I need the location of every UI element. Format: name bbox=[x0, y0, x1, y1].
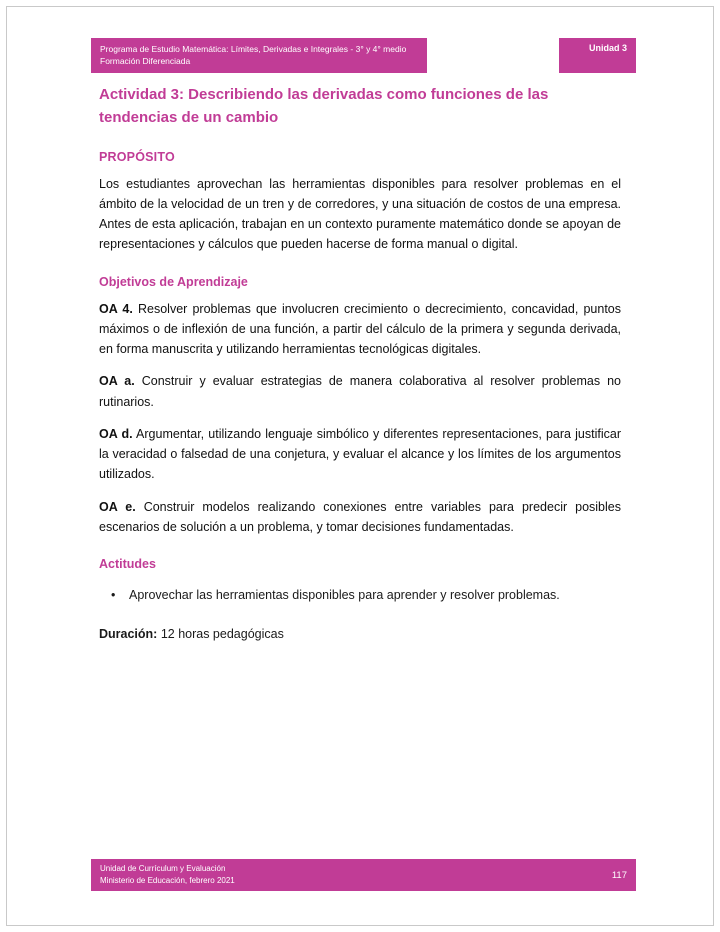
proposito-body: Los estudiantes aprovechan las herramientas disponibles para resolver problemas en el ámbito de la velocidad de un tren y de corredores, y una situación de costos de una empresa. Antes de esta aplicación, trabajan en un contexto puramente matemático donde se apoyan de representaciones y cálculos que pueden hacerse de forma manual o digital. bbox=[99, 176, 621, 252]
header-program-subtitle: Formación Diferenciada bbox=[100, 56, 191, 67]
objetivos-heading: Objetivos de Aprendizaje bbox=[99, 274, 248, 289]
oa-label: OA a. bbox=[99, 374, 135, 389]
document-page bbox=[6, 6, 714, 926]
footer-institution-line2: Ministerio de Educación, febrero 2021 bbox=[100, 876, 235, 885]
page-footer bbox=[91, 859, 636, 891]
page-header bbox=[91, 38, 636, 73]
actitudes-list bbox=[99, 585, 621, 605]
header-program-title: Programa de Estudio Matemática: Límites, Derivadas e Integrales - 3° y 4° medio bbox=[100, 44, 407, 54]
oa-item bbox=[99, 371, 621, 412]
oa-item bbox=[99, 299, 621, 360]
oa-label: OA e. bbox=[99, 499, 136, 514]
oa-label: OA 4. bbox=[99, 301, 133, 316]
footer-institution-line1: Unidad de Currículum y Evaluación bbox=[100, 864, 226, 873]
header-program-bar bbox=[91, 38, 427, 73]
oa-text: Resolver problemas que involucren crecimiento o decrecimiento, concavidad, puntos máximos o de inflexión de una función, a partir del cálculo de la primera y segunda derivada, en forma manuscrita y utilizando herramientas tecnológicas digitales. bbox=[99, 301, 621, 356]
oa-item bbox=[99, 424, 621, 485]
page-number: 117 bbox=[611, 869, 627, 881]
actitudes-bullet: • Aprovechar las herramientas disponibles para aprender y resolver problemas. bbox=[99, 585, 621, 605]
duration-line bbox=[99, 627, 621, 641]
proposito-heading: PROPÓSITO bbox=[99, 149, 175, 164]
page-content bbox=[99, 83, 621, 641]
activity-title: Actividad 3: Describiendo las derivadas como funciones de las tendencias de un cambio bbox=[99, 86, 549, 127]
oa-label: OA d. bbox=[99, 426, 133, 441]
oa-item bbox=[99, 497, 621, 538]
oa-text: Construir y evaluar estrategias de manera colaborativa al resolver problemas no rutinarios. bbox=[99, 374, 621, 409]
actitudes-heading: Actitudes bbox=[99, 557, 156, 571]
duration-value: 12 horas pedagógicas bbox=[157, 627, 284, 641]
duration-label: Duración: bbox=[99, 627, 158, 641]
footer-institution bbox=[100, 863, 235, 887]
header-unit-bar bbox=[559, 38, 636, 73]
oa-text: Construir modelos realizando conexiones entre variables para predecir posibles escenarios de solución a un problema, y tomar decisiones fundamentadas. bbox=[99, 499, 621, 534]
header-unit-label: Unidad 3 bbox=[588, 43, 627, 53]
oa-text: Argumentar, utilizando lenguaje simbólico y diferentes representaciones, para justificar la veracidad o falsedad de una conjetura, y evaluar el alcance y los límites de los argumentos utilizados. bbox=[99, 426, 621, 482]
